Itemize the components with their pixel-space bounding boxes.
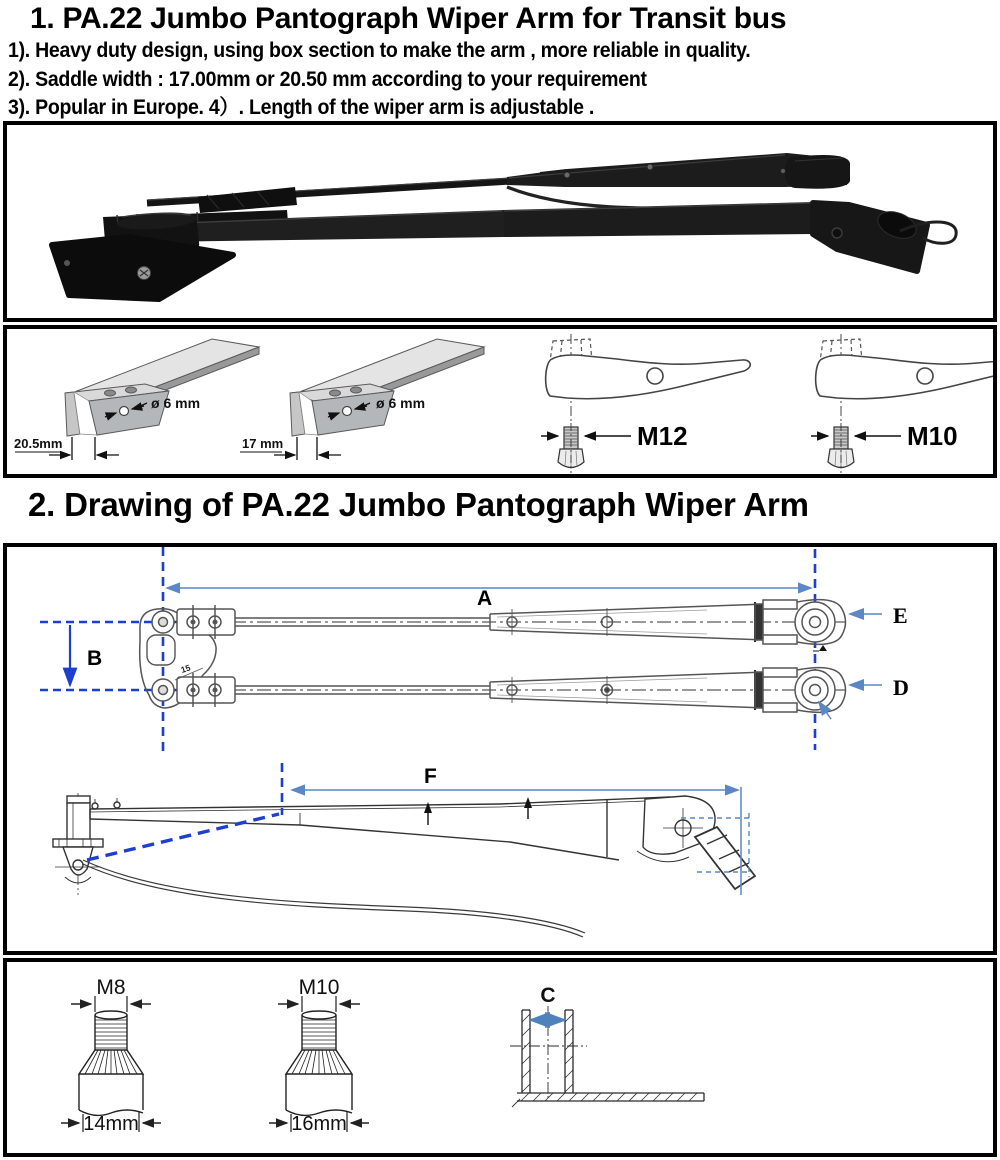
taper-stud-m8 xyxy=(61,996,161,1132)
saddle-right-hole-label: ø 6 mm xyxy=(376,395,426,411)
feature-item-1: 1). Heavy duty design, using box section to make the arm , more reliable in quality. xyxy=(8,39,751,62)
armhead-drawing-m12 xyxy=(541,334,750,473)
photo-lower-arm xyxy=(52,202,956,299)
page-title: 1. PA.22 Jumbo Pantograph Wiper Arm for Transit bus xyxy=(30,2,787,35)
stud-thread-label-m8: M8 xyxy=(96,976,126,999)
stud-diameter-label-16mm: 16mm xyxy=(291,1113,347,1135)
armhead-drawing-m10 xyxy=(811,334,993,473)
bolt-size-label-m12: M12 xyxy=(637,421,688,451)
channel-section-drawing xyxy=(510,1006,704,1107)
drawing-section-title: 2. Drawing of PA.22 Jumbo Pantograph Wiper Arm xyxy=(28,486,809,523)
dim-label-F: F xyxy=(424,765,437,788)
dimension-drawing-panel xyxy=(3,543,997,955)
dim-label-C: C xyxy=(540,984,556,1007)
taper-spec-panel xyxy=(3,958,997,1157)
saddle-spec-drawing xyxy=(7,329,993,474)
dim-label-D: D xyxy=(893,675,909,700)
dim-label-A: A xyxy=(477,587,493,610)
taper-spec-drawing xyxy=(7,962,993,1153)
top-view-upper-arm xyxy=(152,600,847,651)
feature-item-2: 2). Saddle width : 17.00mm or 20.50 mm according to your requirement xyxy=(8,67,647,91)
dim-label-B: B xyxy=(87,647,103,670)
dim-label-E: E xyxy=(893,603,908,628)
saddle-right-width-label: 17 mm xyxy=(242,436,284,451)
stud-thread-label-m10: M10 xyxy=(298,976,340,999)
side-view-arm xyxy=(53,793,755,937)
saddle-left-width-label: 20.5mm xyxy=(14,436,63,451)
product-photo-panel xyxy=(3,121,997,322)
pivot-bracket-slot xyxy=(147,635,175,665)
wiper-arms-photo xyxy=(7,125,993,318)
bolt-size-label-m10: M10 xyxy=(907,421,958,451)
taper-stud-m10 xyxy=(269,996,369,1132)
saddle-spec-panel xyxy=(3,325,997,478)
svg-text:15: 15 xyxy=(179,662,192,675)
saddle-left-hole-label: ø 6 mm xyxy=(151,395,201,411)
top-view-lower-arm xyxy=(152,668,847,719)
stud-diameter-label-14mm: 14mm xyxy=(83,1113,139,1135)
feature-list xyxy=(8,37,750,123)
wiper-arm-dimension-drawing xyxy=(7,547,993,951)
feature-item-3: 3). Popular in Europe. 4）. Length of the wiper arm is adjustable . xyxy=(8,96,595,119)
